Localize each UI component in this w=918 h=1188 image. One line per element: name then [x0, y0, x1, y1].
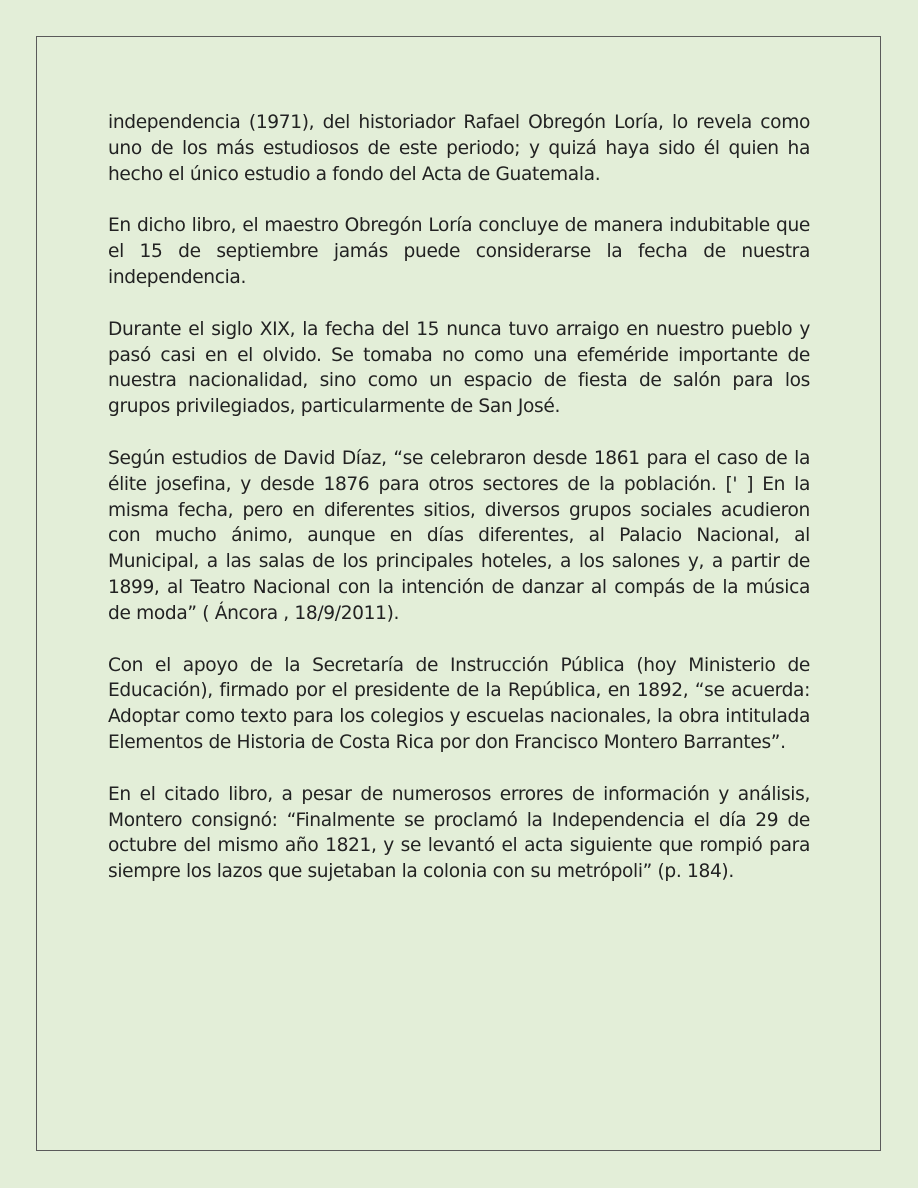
document-body	[108, 110, 810, 911]
paragraph-2: En dicho libro, el maestro Obregón Loría concluye de manera indubitable que el 15 de septiembre jamás puede considerarse la fecha de nuestra independencia.	[108, 215, 810, 288]
paragraph-3: Durante el siglo XIX, la fecha del 15 nunca tuvo arraigo en nuestro pueblo y pasó casi en el olvido. Se tomaba no como una efeméride importante de nuestra nacionalidad, sino como un espacio de fiesta de salón para los grupos privilegiados, particularmente de San José.	[108, 318, 810, 418]
paragraph-6: En el citado libro, a pesar de numerosos errores de información y análisis, Montero consignó: “Finalmente se proclamó la Independencia el día 29 de octubre del mismo año 1821, y se levantó el acta siguiente que rompió para siempre los lazos que sujetaban la colonia con su metrópoli” (p. 184).	[108, 783, 810, 883]
paragraph-1: independencia (1971), del historiador Rafael Obregón Loría, lo revela como uno de los más estudiosos de este periodo; y quizá haya sido él quien ha hecho el único estudio a fondo del Acta de Guatemala.	[108, 112, 810, 185]
paragraph-5: Con el apoyo de la Secretaría de Instrucción Pública (hoy Ministerio de Educación), firmado por el presidente de la República, en 1892, “se acuerda: Adoptar como texto para los colegios y escuelas nacionales, la obra intitulada Elementos de Historia de Costa Rica por don Francisco Montero Barrantes”.	[108, 654, 810, 753]
paragraph-4: Según estudios de David Díaz, “se celebraron desde 1861 para el caso de la élite josefina, y desde 1876 para otros sectores de la población. [' ] En la misma fecha, pero en diferentes sitios, diversos grupos sociales acudieron con mucho ánimo, aunque en días diferentes, al Palacio Nacional, al Municipal, a las salas de los principales hoteles, a los salones y, a partir de 1899, al Teatro Nacional con la intención de danzar al compás de la música de moda” ( Áncora , 18/9/2011).	[108, 447, 810, 624]
